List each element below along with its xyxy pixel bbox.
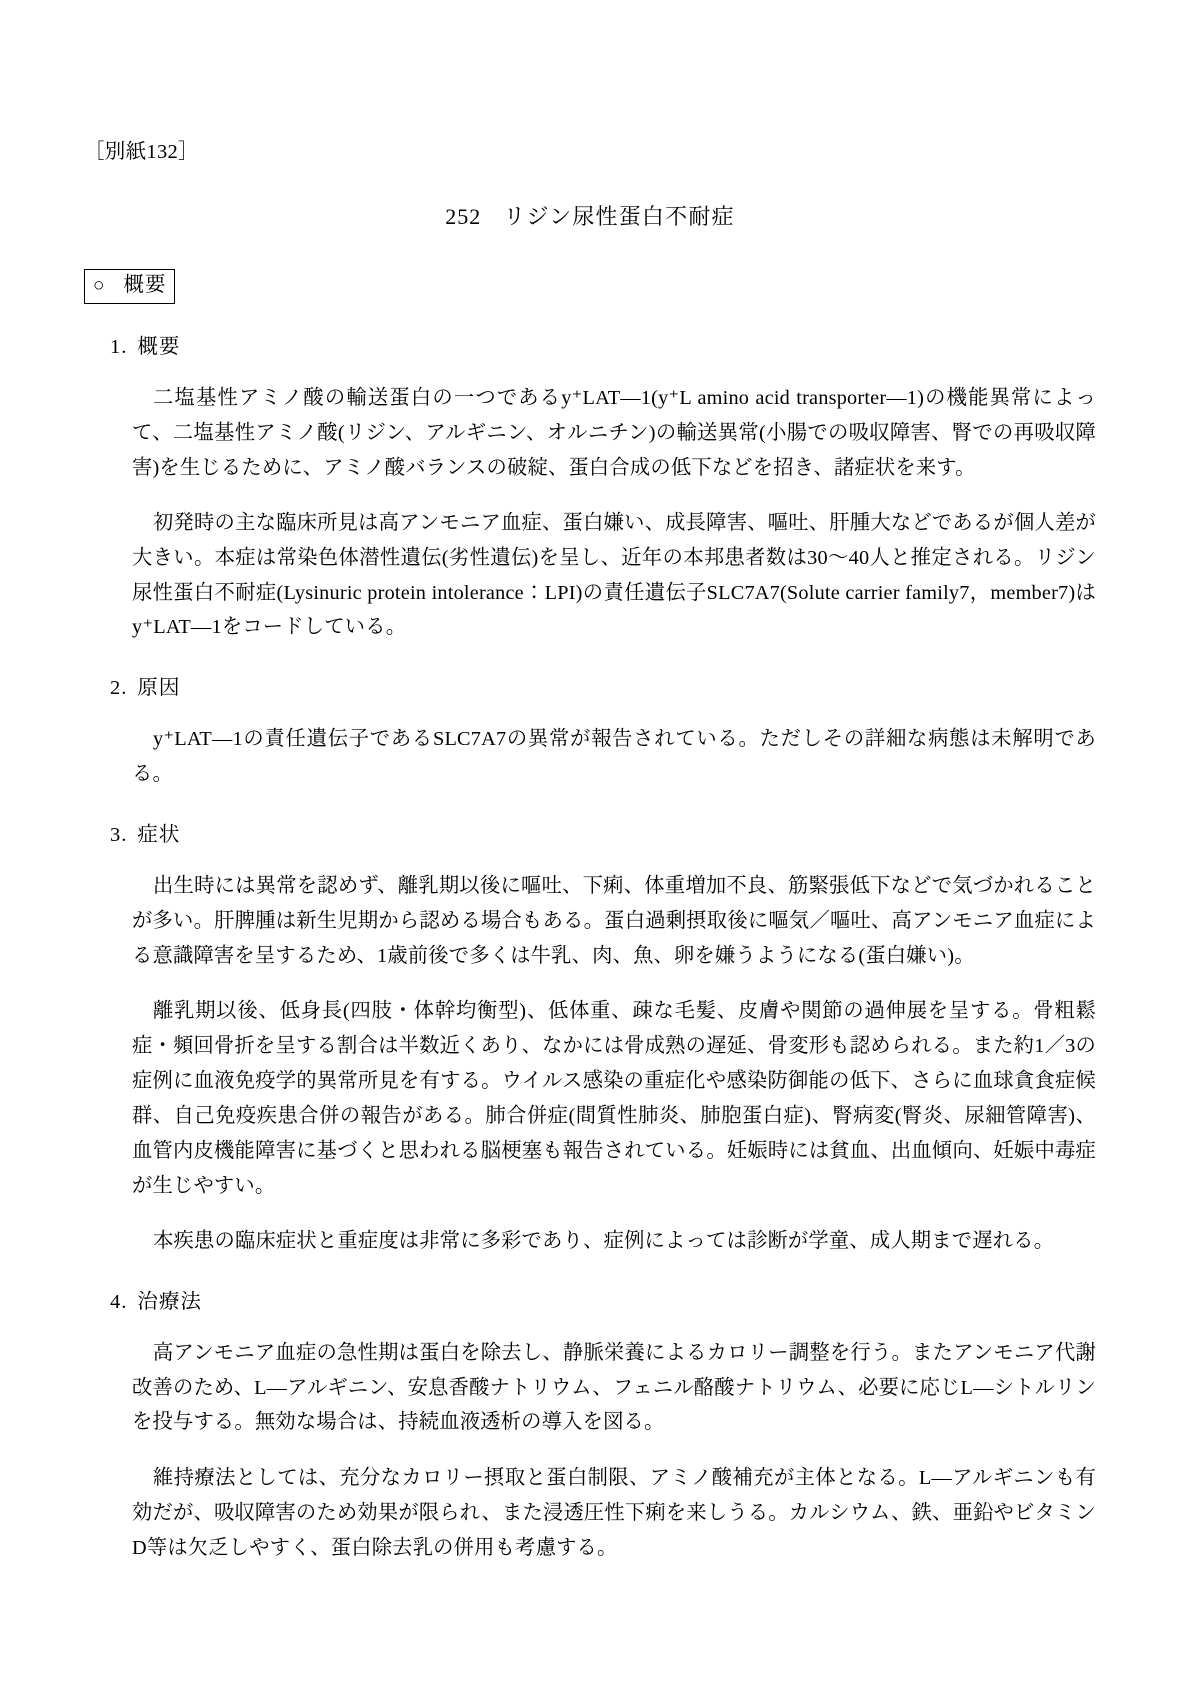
section-3-body xyxy=(84,869,1096,1259)
paragraph: 高アンモニア血症の急性期は蛋白を除去し、静脈栄養によるカロリー調整を行う。またアンモニア代謝改善のため、L—アルギニン、安息香酸ナトリウム、フェニル酪酸ナトリウム、必要に応じL—シトルリンを投与する。無効な場合は、持続血液透析の導入を図る。 xyxy=(132,1341,1096,1434)
section-3-number: 3. xyxy=(110,824,128,847)
paragraph: 維持療法としては、充分なカロリー摂取と蛋白制限、アミノ酸補充が主体となる。L—アルギニンも有効だが、吸収障害のため効果が限られ、また浸透圧性下痢を来しうる。カルシウム、鉄、亜鉛やビタミンD等は欠乏しやすく、蛋白除去乳の併用も考慮する。 xyxy=(132,1466,1096,1559)
section-2 xyxy=(84,675,1096,792)
boxed-heading-row xyxy=(84,269,1096,304)
section-4-heading xyxy=(110,1289,1096,1316)
overview-boxed-heading xyxy=(84,269,175,304)
section-1-title: 概要 xyxy=(137,335,181,358)
section-2-title: 原因 xyxy=(137,677,181,700)
section-3-heading xyxy=(110,822,1096,849)
reference-tag: ［別紙132］ xyxy=(84,141,199,163)
section-4 xyxy=(84,1289,1096,1566)
section-1-number: 1. xyxy=(110,335,128,358)
paragraph: 本疾患の臨床症状と重症度は非常に多彩であり、症例によっては診断が学童、成人期まで遅れる。 xyxy=(153,1229,1055,1252)
paragraph: 二塩基性アミノ酸の輸送蛋白の一つであるy⁺LAT—1(y⁺L amino acid transporter—1)の機能異常によって、二塩基性アミノ酸(リジン、アルギニン、オルニチン)の輸送異常(小腸での吸収障害、腎での再吸収障害)を生じるために、アミノ酸バランスの破綻、蛋白合成の低下などを招き、諸症状を来す。 xyxy=(132,386,1096,479)
page-title xyxy=(84,203,1096,232)
section-2-heading xyxy=(110,675,1096,702)
circle-marker-icon: ○ xyxy=(93,275,106,297)
section-1-body xyxy=(84,381,1096,646)
title-name: リジン尿性蛋白不耐症 xyxy=(503,203,735,229)
section-3-title: 症状 xyxy=(137,824,181,847)
paragraph: y⁺LAT—1の責任遺伝子であるSLC7A7の異常が報告されている。ただしその詳細な病態は未解明である。 xyxy=(132,728,1096,786)
section-4-title: 治療法 xyxy=(137,1290,202,1313)
section-2-number: 2. xyxy=(110,677,128,700)
document-content xyxy=(84,140,1096,1586)
section-3 xyxy=(84,822,1096,1259)
section-1-heading xyxy=(110,334,1096,361)
section-2-body xyxy=(84,722,1096,792)
section-1 xyxy=(84,334,1096,646)
paragraph: 出生時には異常を認めず、離乳期以後に嘔吐、下痢、体重増加不良、筋緊張低下などで気づかれることが多い。肝脾腫は新生児期から認める場合もある。蛋白過剰摂取後に嘔気／嘔吐、高アンモニア血症による意識障害を呈するため、1歳前後で多くは牛乳、肉、魚、卵を嫌うようになる(蛋白嫌い)。 xyxy=(132,875,1096,967)
title-number: 252 xyxy=(445,203,482,229)
paragraph: 離乳期以後、低身長(四肢・体幹均衡型)、低体重、疎な毛髪、皮膚や関節の過伸展を呈する。骨粗鬆症・頻回骨折を呈する割合は半数近くあり、なかには骨成熟の遅延、骨変形も認められる。また約1／3の症例に血液免疫学的異常所見を有する。ウイルス感染の重症化や感染防御能の低下、さらに血球貪食症候群、自己免疫疾患合併の報告がある。肺合併症(間質性肺炎、肺胞蛋白症)、腎病変(腎炎、尿細管障害)、血管内皮機能障害に基づくと思われる脳梗塞も報告されている。妊娠時には貧血、出血傾向、妊娠中毒症が生じやすい。 xyxy=(132,1000,1096,1197)
section-4-number: 4. xyxy=(110,1290,128,1313)
boxed-heading-label: 概要 xyxy=(123,274,167,297)
section-4-body xyxy=(84,1336,1096,1566)
paragraph: 初発時の主な臨床所見は高アンモニア血症、蛋白嫌い、成長障害、嘔吐、肝腫大などであるが個人差が大きい。本症は常染色体潜性遺伝(劣性遺伝)を呈し、近年の本邦患者数は30〜40人と推定される。リジン尿性蛋白不耐症(Lysinuric protein intolerance：LPI)の責任遺伝子SLC7A7(Solute carrier family7，member7)はy⁺LAT—1をコードしている。 xyxy=(132,511,1096,639)
